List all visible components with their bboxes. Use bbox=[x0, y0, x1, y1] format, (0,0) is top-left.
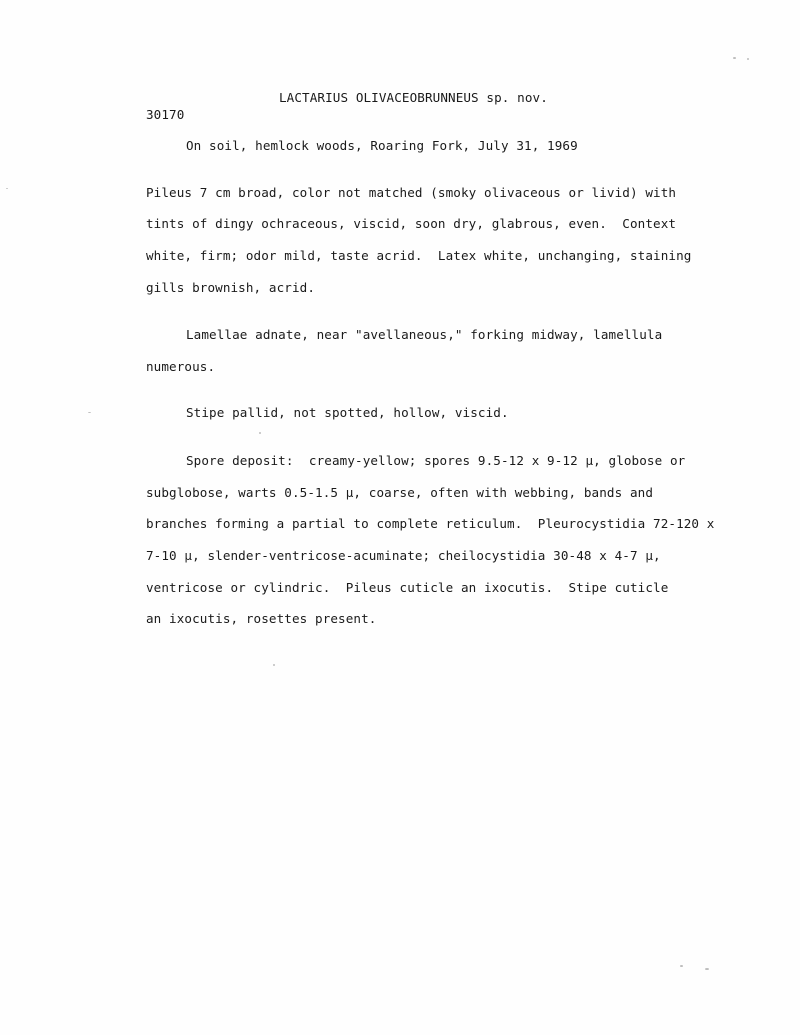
scan-speck bbox=[6, 188, 8, 189]
lamellae-line-2: numerous. bbox=[146, 359, 216, 374]
lamellae-line-1: Lamellae adnate, near "avellaneous," forking midway, lamellula bbox=[186, 327, 663, 342]
pileus-line-3: white, firm; odor mild, taste acrid. Latex white, unchanging, staining bbox=[146, 248, 692, 263]
document-title: LACTARIUS OLIVACEOBRUNNEUS sp. nov. bbox=[279, 90, 548, 105]
stipe-line: Stipe pallid, not spotted, hollow, viscid. bbox=[186, 405, 509, 420]
spore-line-5: ventricose or cylindric. Pileus cuticle an ixocutis. Stipe cuticle bbox=[146, 580, 669, 595]
scan-speck bbox=[733, 57, 736, 59]
scan-speck bbox=[680, 965, 683, 967]
scan-speck bbox=[705, 968, 709, 970]
spore-line-6: an ixocutis, rosettes present. bbox=[146, 611, 377, 626]
scan-speck bbox=[259, 432, 261, 434]
pileus-line-1: Pileus 7 cm broad, color not matched (smoky olivaceous or livid) with bbox=[146, 185, 677, 200]
spore-line-2: subglobose, warts 0.5-1.5 µ, coarse, often with webbing, bands and bbox=[146, 485, 654, 500]
scan-speck bbox=[88, 412, 91, 413]
pileus-line-2: tints of dingy ochraceous, viscid, soon dry, glabrous, even. Context bbox=[146, 216, 677, 231]
pileus-line-4: gills brownish, acrid. bbox=[146, 280, 316, 295]
spore-line-1: Spore deposit: creamy-yellow; spores 9.5-12 x 9-12 µ, globose or bbox=[186, 453, 686, 468]
scan-speck bbox=[747, 58, 749, 60]
scan-speck bbox=[273, 664, 275, 666]
habitat-line: On soil, hemlock woods, Roaring Fork, July 31, 1969 bbox=[186, 138, 578, 153]
collection-number: 30170 bbox=[146, 107, 185, 122]
spore-line-3: branches forming a partial to complete reticulum. Pleurocystidia 72-120 x bbox=[146, 516, 715, 531]
spore-line-4: 7-10 µ, slender-ventricose-acuminate; cheilocystidia 30-48 x 4-7 µ, bbox=[146, 548, 661, 563]
